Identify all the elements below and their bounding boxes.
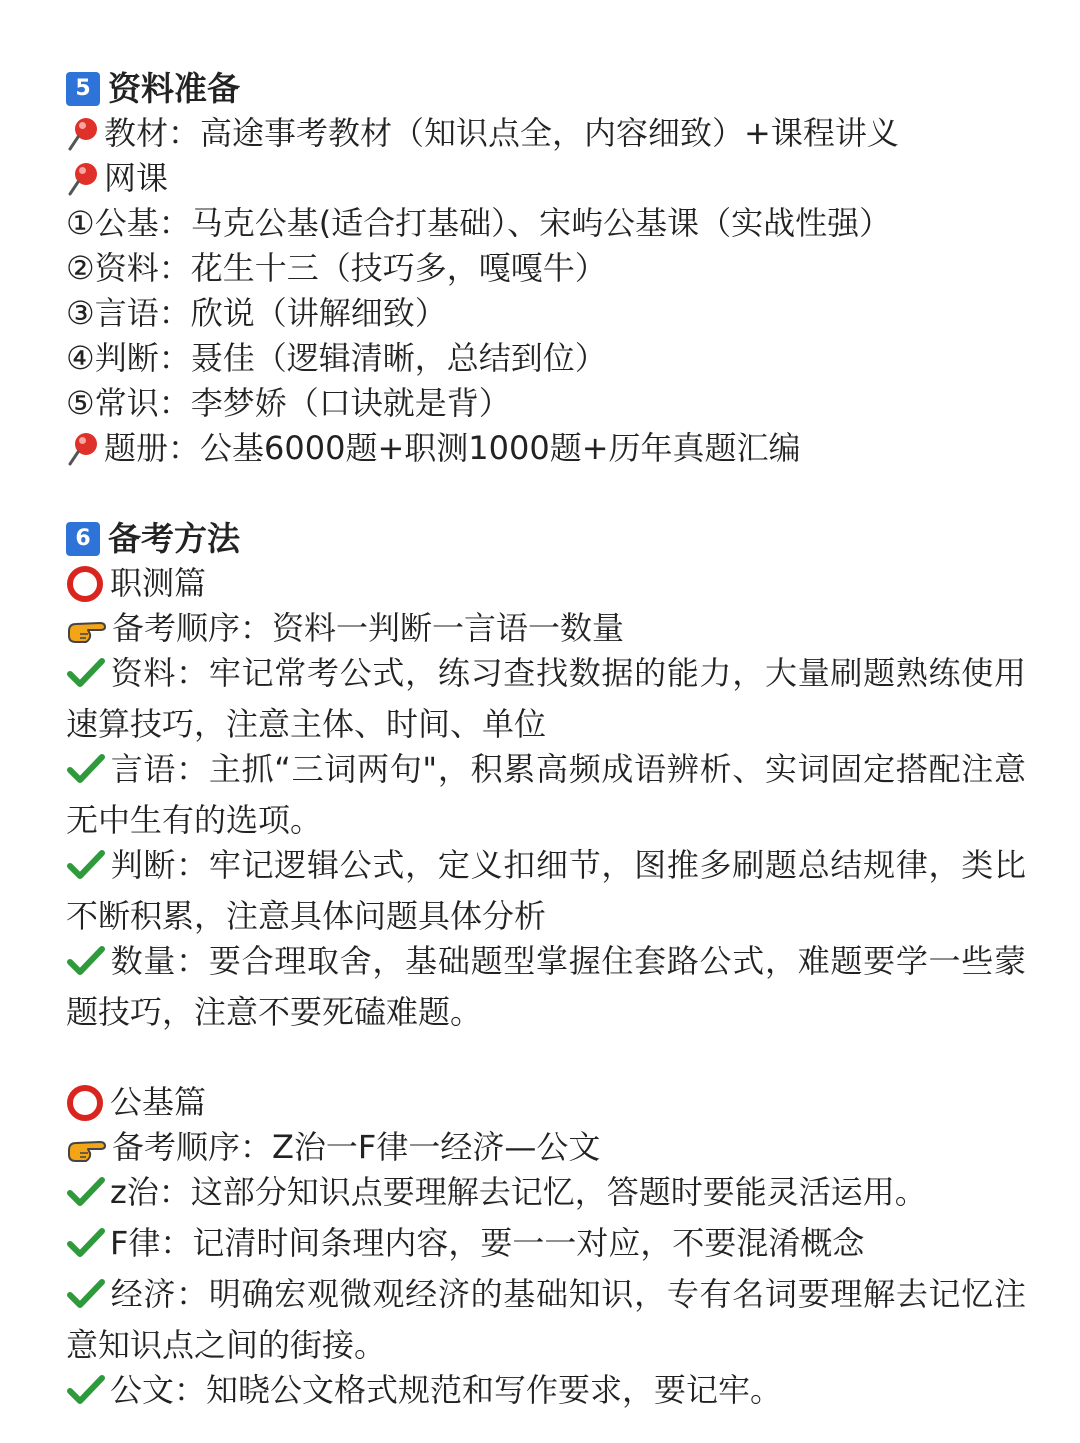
section-6-title: 备考方法 [108,519,240,558]
check-icon [66,848,106,894]
list-item: 判断：牢记逻辑公式，定义扣细节，图推多刷题总结规律，类比不断积累，注意具体问题具体分析 [66,846,1026,935]
number-6-badge: 6 [66,522,100,556]
pointing-hand-icon [66,611,108,647]
list-item: 教材：高途事考教材（知识点全，内容细致）+课程讲义 [66,111,1026,156]
list-item: ①公基：马克公基(适合打基础）、宋屿公基课（实战性强） [66,204,892,242]
list-item: ⑤常识：李梦娇（口诀就是背） [66,384,511,422]
pin-icon [66,161,100,197]
list-item: 题册：公基6000题+职测1000题+历年真题汇编 [66,426,1026,471]
list-item: 数量：要合理取舍，基础题型掌握住套路公式，难题要学一些蒙题技巧，注意不要死磕难题。 [66,942,1026,1031]
subsection-heading: 职测篇 [66,561,1026,606]
number-5-badge: 5 [66,72,100,106]
list-item: 言语：主抓“三词两句"，积累高频成语辨析、实词固定搭配注意无中生有的选项。 [66,750,1026,839]
order-line: 备考顺序：资料一判断一言语一数量 [66,606,1026,651]
list-item: F律：记清时间条理内容，要一一对应，不要混淆概念 [66,1221,1026,1272]
pin-icon [66,116,100,152]
document-page [66,66,1026,1419]
check-icon [66,1277,106,1323]
section-5-heading [66,66,1026,111]
check-icon [66,1373,106,1419]
check-icon [66,1175,106,1221]
order-line: 备考顺序：Z治一F律一经济—公文 [66,1125,1026,1170]
list-item: 公文：知晓公文格式规范和写作要求，要记牢。 [66,1368,1026,1419]
check-icon [66,752,106,798]
section-6-heading [66,516,1026,561]
red-circle-icon [66,1084,104,1122]
list-item: ④判断：聂佳（逻辑清晰，总结到位） [66,339,607,377]
subsection-heading: 公基篇 [66,1080,1026,1125]
spacer [66,1035,1026,1080]
check-icon [66,944,106,990]
pointing-hand-icon [66,1130,108,1166]
list-item: z治：这部分知识点要理解去记忆，答题时要能灵活运用。 [66,1170,1026,1221]
check-icon [66,656,106,702]
red-circle-icon [66,565,104,603]
list-item: 资料：牢记常考公式，练习查找数据的能力，大量刷题熟练使用速算技巧，注意主体、时间、单位 [66,654,1026,743]
list-item: 经济：明确宏观微观经济的基础知识，专有名词要理解去记忆注意知识点之间的街接。 [66,1275,1026,1364]
list-item: ②资料：花生十三（技巧多，嘎嘎牛） [66,249,607,287]
list-item: ③言语：欣说（讲解细致） [66,294,447,332]
section-5-title: 资料准备 [108,69,240,108]
pin-icon [66,431,100,467]
list-item: 网课 [66,156,1026,201]
check-icon [66,1226,106,1272]
spacer [66,471,1026,516]
